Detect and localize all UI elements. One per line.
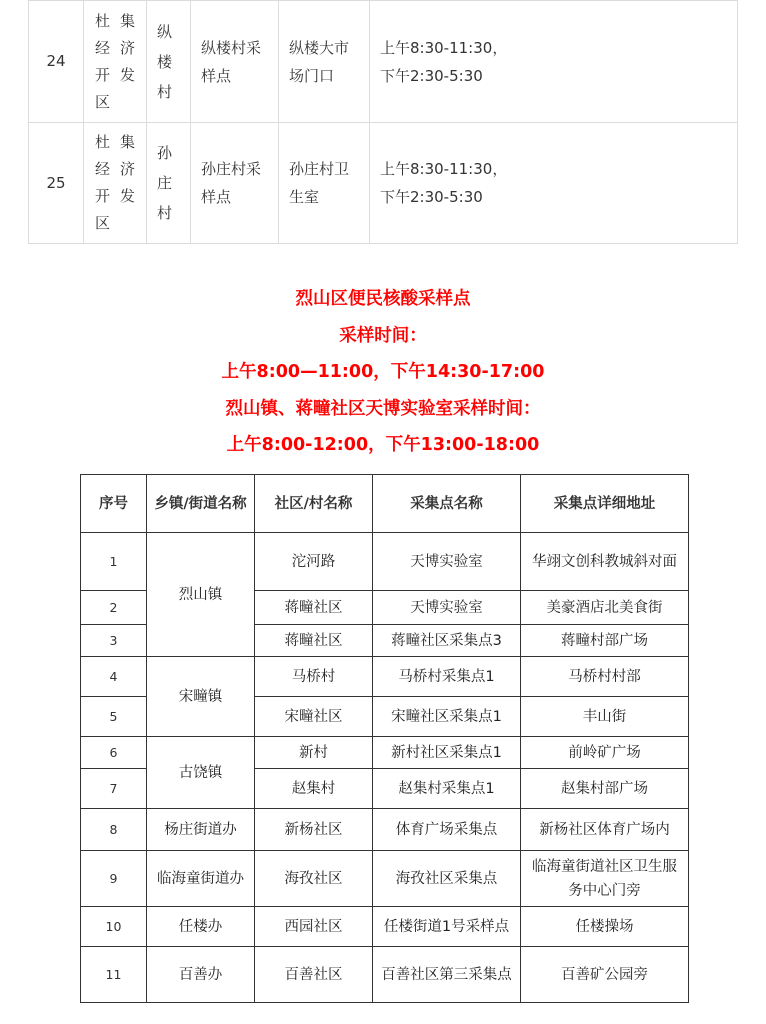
cell-line: 生室 [289, 188, 320, 206]
cell-line: 杜集 [95, 11, 135, 30]
row-number: 8 [81, 809, 147, 851]
table-row [81, 947, 689, 1003]
row-number: 9 [81, 851, 147, 907]
table-row [29, 1, 738, 123]
cell-line: 开发 [95, 187, 135, 205]
cell-line: 样点 [201, 66, 232, 85]
row-number: 5 [81, 697, 147, 737]
cell-line: 孙庄村卫 [289, 160, 350, 178]
time-cell [370, 123, 738, 244]
town-cell: 古饶镇 [147, 737, 255, 809]
village-cell [147, 1, 191, 123]
point-name-cell [191, 123, 279, 244]
row-number: 11 [81, 947, 147, 1003]
header-community: 社区/村名称 [255, 475, 373, 533]
headings [0, 281, 766, 464]
point-cell: 宋疃社区采集点1 [373, 697, 521, 737]
address-cell: 美豪酒店北美食街 [521, 591, 689, 625]
town-cell: 临海童街道办 [147, 851, 255, 907]
table-row [81, 533, 689, 591]
address-cell: 任楼操场 [521, 907, 689, 947]
community-cell: 西园社区 [255, 907, 373, 947]
point-cell: 天博实验室 [373, 533, 521, 591]
community-cell: 沱河路 [255, 533, 373, 591]
row-number: 10 [81, 907, 147, 947]
cell-line: 开发 [95, 65, 135, 84]
row-number: 3 [81, 625, 147, 657]
town-cell: 任楼办 [147, 907, 255, 947]
place-cell [279, 1, 370, 123]
point-name-cell [191, 1, 279, 123]
cell-line: 杜集 [95, 133, 135, 151]
point-cell: 马桥村采集点1 [373, 657, 521, 697]
community-cell: 百善社区 [255, 947, 373, 1003]
point-cell: 海孜社区采集点 [373, 851, 521, 907]
row-number: 6 [81, 737, 147, 769]
table-row [81, 851, 689, 907]
table-header-row [81, 475, 689, 533]
point-cell: 天博实验室 [373, 591, 521, 625]
community-cell: 蒋疃社区 [255, 625, 373, 657]
address-cell: 马桥村村部 [521, 657, 689, 697]
community-cell: 新杨社区 [255, 809, 373, 851]
cell-line: 下午2:30-5:30 [380, 188, 483, 206]
table-row [29, 123, 738, 244]
address-cell: 新杨社区体育广场内 [521, 809, 689, 851]
special-time-label: 烈山镇、蒋疃社区天博实验室采样时间： [225, 398, 541, 419]
community-cell: 宋疃社区 [255, 697, 373, 737]
row-number: 25 [29, 123, 84, 244]
point-cell: 任楼街道1号采样点 [373, 907, 521, 947]
header-town: 乡镇/街道名称 [147, 475, 255, 533]
row-number: 24 [29, 1, 84, 123]
cell-line: 纵楼村采 [201, 38, 262, 57]
header-no: 序号 [81, 475, 147, 533]
table-row [81, 737, 689, 769]
community-cell: 马桥村 [255, 657, 373, 697]
cell-line: 区 [95, 214, 111, 232]
section-title: 烈山区便民核酸采样点 [295, 289, 471, 309]
cell-line: 上午8:30-11:30， [380, 38, 508, 57]
community-cell: 赵集村 [255, 769, 373, 809]
point-cell: 蒋疃社区采集点3 [373, 625, 521, 657]
header-point: 采集点名称 [373, 475, 521, 533]
cell-line: 上午8:30-11:30， [380, 160, 508, 178]
point-cell: 新村社区采集点1 [373, 737, 521, 769]
address-cell: 华翊文创科教城斜对面 [521, 533, 689, 591]
cell-line: 区 [95, 92, 111, 111]
village-cell [147, 123, 191, 244]
cell-line: 村 [157, 82, 173, 101]
cell-line: 纵 [157, 22, 173, 41]
community-cell: 新村 [255, 737, 373, 769]
cell-line: 孙庄村采 [201, 160, 262, 178]
sampling-points-table [80, 474, 689, 1003]
town-cell: 烈山镇 [147, 533, 255, 657]
special-time-value: 上午8:00-12:00，下午13:00-18:00 [226, 435, 540, 456]
point-cell: 体育广场采集点 [373, 809, 521, 851]
cell-line: 经济 [95, 38, 135, 57]
cell-line: 经济 [95, 160, 135, 178]
time-label: 采样时间： [339, 325, 427, 346]
community-cell: 蒋疃社区 [255, 591, 373, 625]
row-number: 2 [81, 591, 147, 625]
row-number: 4 [81, 657, 147, 697]
row-number: 1 [81, 533, 147, 591]
header-address: 采集点详细地址 [521, 475, 689, 533]
address-cell: 丰山街 [521, 697, 689, 737]
cell-line: 孙 [157, 144, 173, 162]
cell-line: 场门口 [289, 66, 335, 85]
district-cell [84, 123, 147, 244]
table-row [81, 809, 689, 851]
district-cell [84, 1, 147, 123]
address-cell: 蒋疃村部广场 [521, 625, 689, 657]
address-cell: 百善矿公园旁 [521, 947, 689, 1003]
top-table [28, 0, 738, 244]
cell-line: 下午2:30-5:30 [380, 66, 483, 85]
point-cell: 赵集村采集点1 [373, 769, 521, 809]
address-cell: 前岭矿广场 [521, 737, 689, 769]
time-cell [370, 1, 738, 123]
time-value: 上午8:00—11:00，下午14:30-17:00 [221, 362, 545, 383]
row-number: 7 [81, 769, 147, 809]
address-cell: 赵集村部广场 [521, 769, 689, 809]
cell-line: 庄 [157, 174, 173, 192]
address-cell: 临海童街道社区卫生服务中心门旁 [521, 851, 689, 907]
cell-line: 村 [157, 204, 173, 222]
community-cell: 海孜社区 [255, 851, 373, 907]
cell-line: 样点 [201, 188, 232, 206]
table-row [81, 657, 689, 697]
town-cell: 宋疃镇 [147, 657, 255, 737]
cell-line: 楼 [157, 52, 173, 71]
town-cell: 百善办 [147, 947, 255, 1003]
place-cell [279, 123, 370, 244]
town-cell: 杨庄街道办 [147, 809, 255, 851]
table-row [81, 907, 689, 947]
cell-line: 纵楼大市 [289, 38, 350, 57]
point-cell: 百善社区第三采集点 [373, 947, 521, 1003]
